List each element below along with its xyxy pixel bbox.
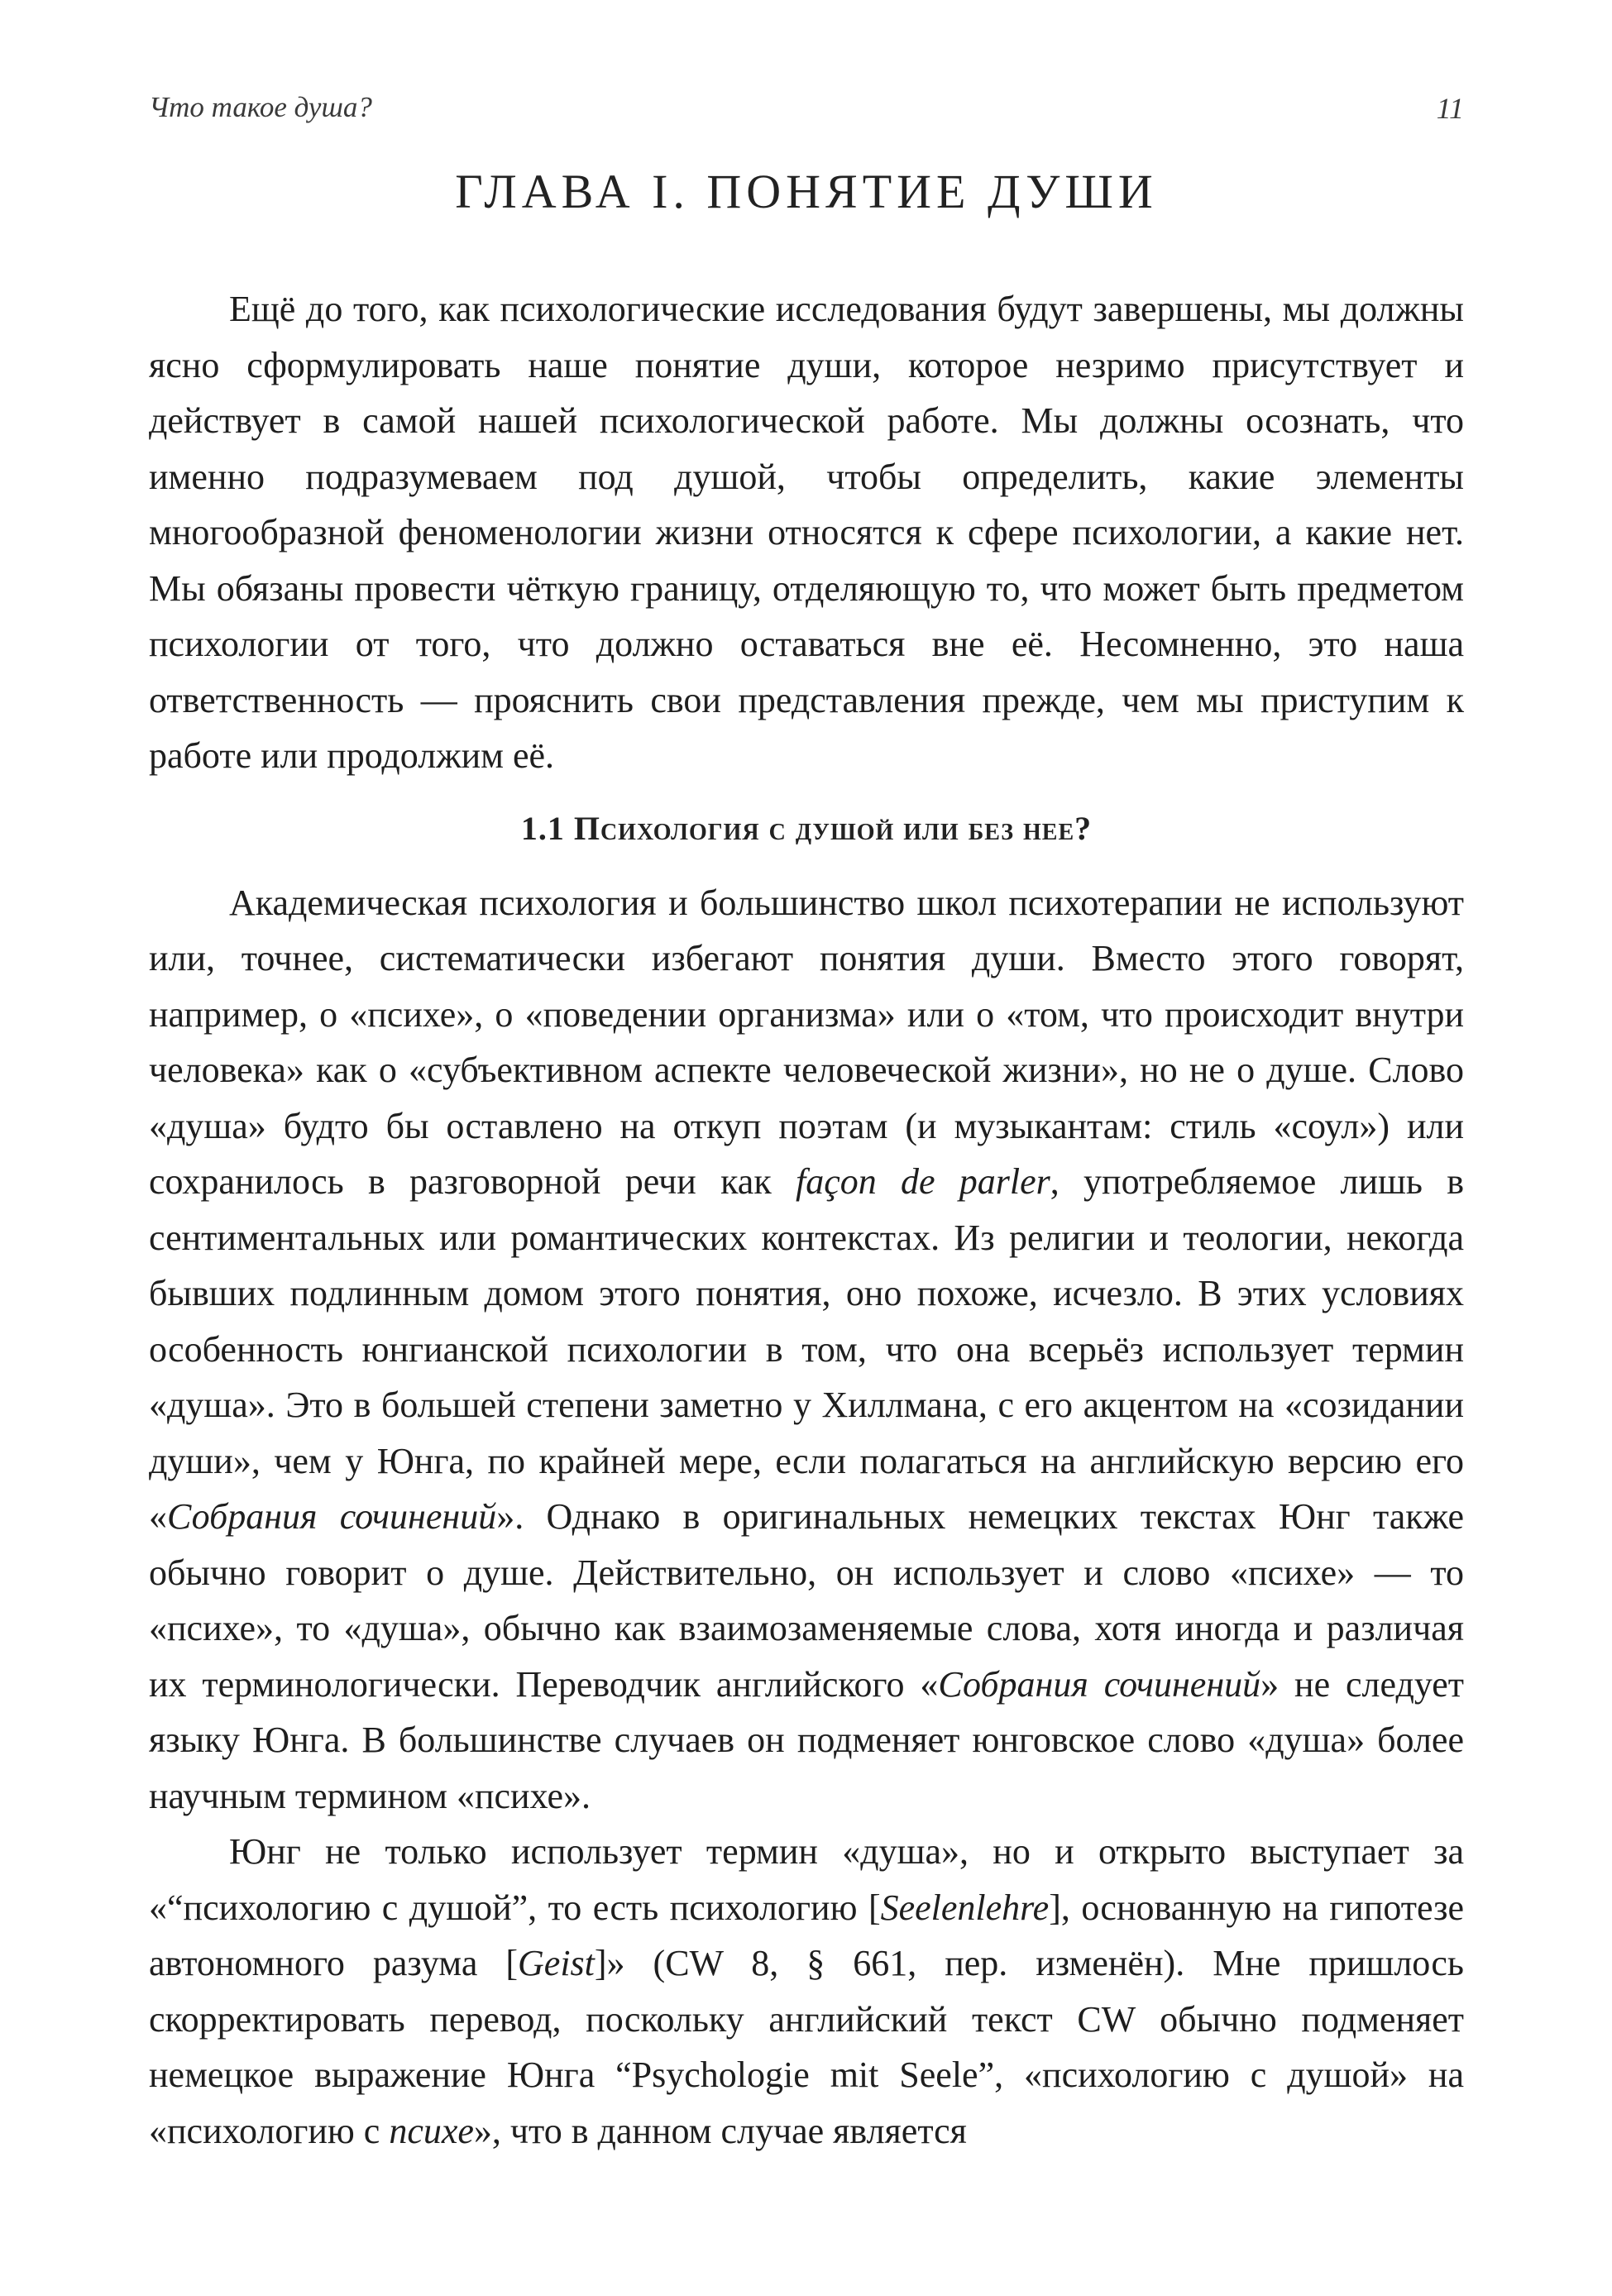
italic-book-title: Собрания сочинений bbox=[167, 1496, 497, 1537]
text-run: ]» (CW 8, § 661, пер. изменён). Мне пришлось скорректировать перевод, поскольку английский текст CW обычно подменяет немецкое выражение Юнга “Psychologie mit Seele”, «психологию с душой» на «психологию с bbox=[149, 1943, 1464, 2151]
intro-paragraph: Ещё до того, как психологические исследования будут завершены, мы должны ясно сформулировать наше понятие души, которое незримо присутствует и действует в самой нашей психологической работе. Мы должны осознать, что именно подразумеваем под душой, чтобы определить, какие элементы многообразной феноменологии жизни относятся к сфере психологии, а какие нет. Мы обязаны провести чёткую границу, отделяющую то, что может быть предметом психологии от того, что должно оставаться вне её. Несомненно, это наша ответственность — прояснить свои представления прежде, чем мы приступим к работе или продолжим её. bbox=[149, 289, 1464, 776]
text-run: », что в данном случае является bbox=[473, 2110, 967, 2151]
page-content bbox=[149, 281, 1464, 2159]
italic-book-title: Собрания сочинений bbox=[938, 1663, 1261, 1705]
text-run: ». Однако в оригинальных немецких текстах Юнг также обычно говорит о душе. Действительно, он использует и слово «психе» — то «психе», то «душа», обычно как взаимозаменяемые слова, хотя иногда и различая их терминологически. Переводчик английского « bbox=[149, 1496, 1464, 1705]
italic-phrase: façon de parler bbox=[795, 1161, 1050, 1202]
running-head bbox=[149, 91, 1464, 141]
chapter-title: ГЛАВА I. ПОНЯТИЕ ДУШИ bbox=[455, 165, 1158, 218]
italic-term: Geist bbox=[518, 1943, 595, 1983]
text-run: Академическая психология и большинство школ психотерапии не используют или, точнее, систематически избегают понятия души. Вместо этого говорят, например, о «психе», о «поведении организма» или о «том, что происходит внутри человека» как о «субъективном аспекте человеческой жизни», но не о душе. Слово «душа» будто бы оставлено на откуп поэтам (и музыкантам: стиль «соул») или сохранилось в разговорной речи как bbox=[149, 882, 1464, 1202]
italic-term: психе bbox=[389, 2110, 474, 2151]
text-run: , употребляемое лишь в сентиментальных или романтических контекстах. Из религии и теологии, некогда бывших подлинным домом этого понятия, оно похоже, исчезло. В этих условиях особенность юнгианской психологии в том, что она всерьёз использует термин «душа». Это в большей степени заметно у Хиллмана, с его акцентом на «созидании души», чем у Юнга, по крайней мере, если полагаться на английскую версию его « bbox=[149, 1161, 1464, 1537]
running-title: Что такое душа? bbox=[149, 91, 372, 123]
text-run: Юнг не только использует термин «душа», но и открыто выступает за «“психологию с душой”, то есть психологию [ bbox=[149, 1831, 1464, 1928]
text-run: ], основанную на гипотезе автономного разума [ bbox=[149, 1887, 1464, 1983]
text-run: » не следует языку Юнга. В большинстве случаев он подменяет юнговское слово «душа» более научным термином «психе». bbox=[149, 1663, 1465, 1816]
body-paragraph-2 bbox=[149, 1824, 1464, 2159]
page-number: 11 bbox=[1436, 92, 1464, 125]
section-title: 1.1 Психология с душой или без нее? bbox=[520, 809, 1093, 847]
italic-term: Seelenlehre bbox=[880, 1887, 1050, 1928]
body-paragraph-1 bbox=[149, 875, 1464, 1825]
